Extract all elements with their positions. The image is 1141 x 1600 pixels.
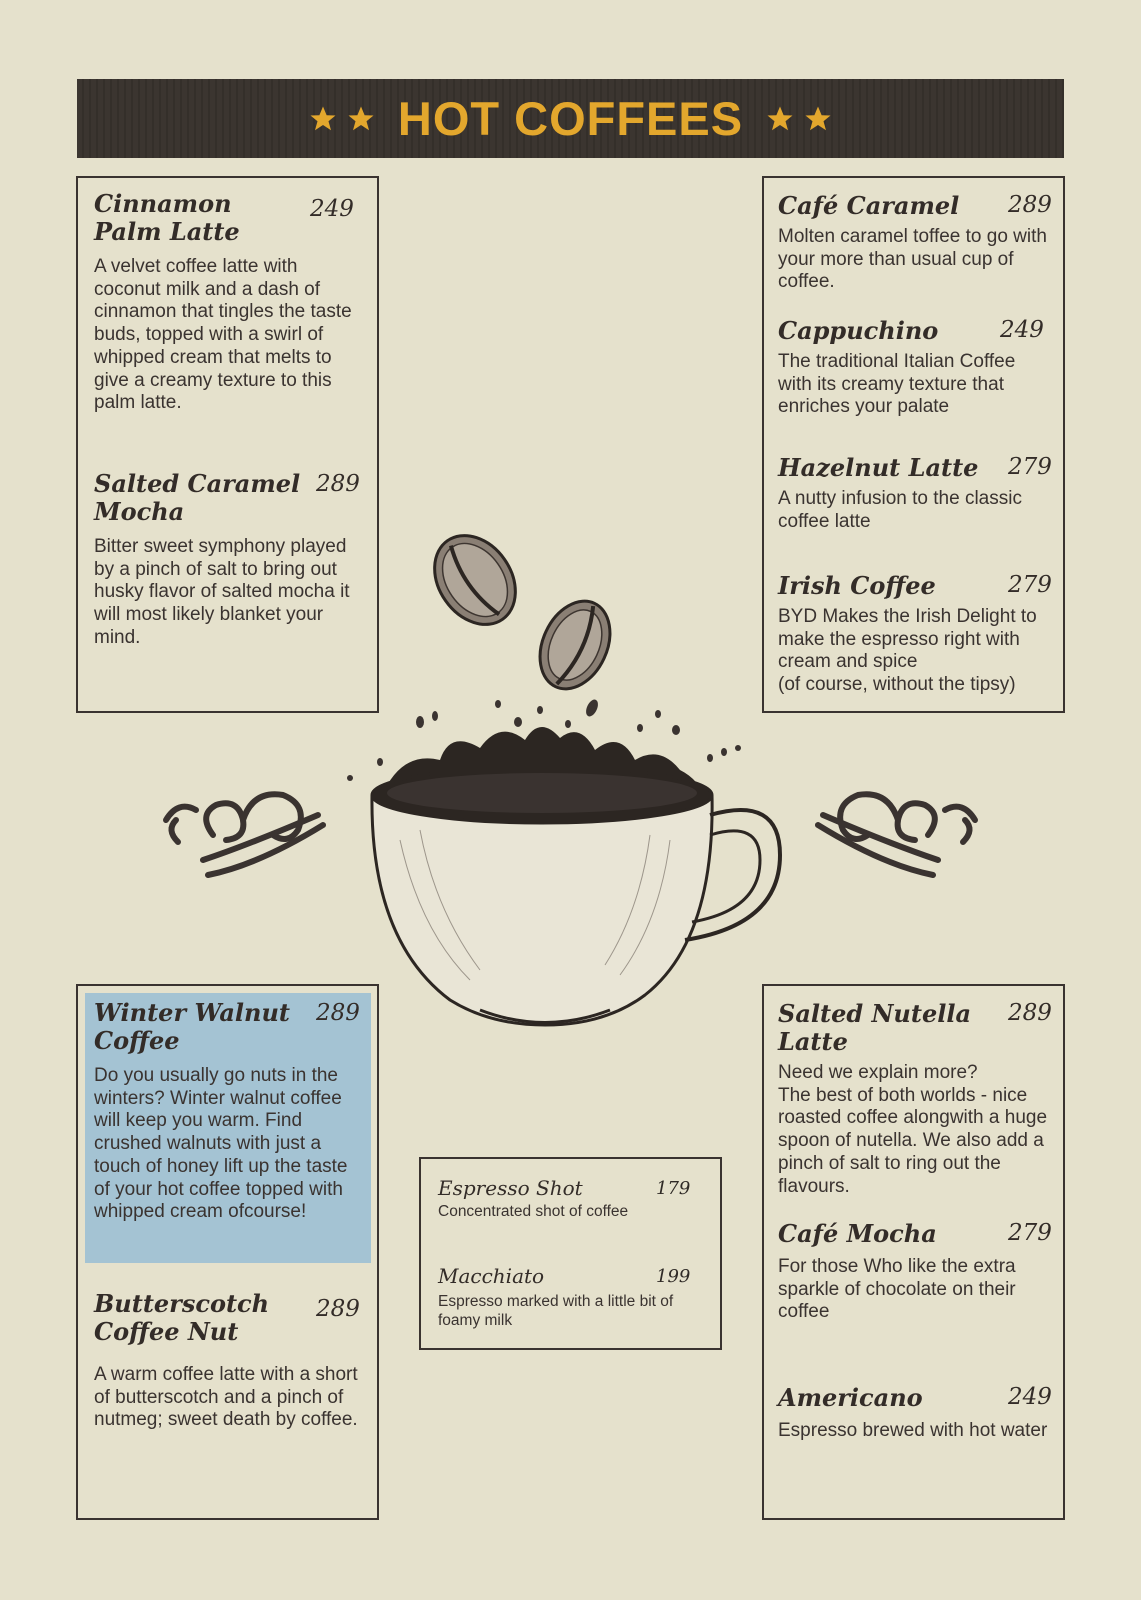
item-description: Espresso brewed with hot water	[778, 1420, 1048, 1441]
coffee-beans-illustration	[430, 530, 630, 700]
item-price: 249	[1000, 317, 1044, 343]
item-description: A warm coffee latte with a short of butterscotch and a pinch of nutmeg; sweet death by coffee.	[94, 1364, 358, 1431]
item-description: For those Who like the extra sparkle of chocolate on their coffee	[778, 1256, 1016, 1323]
swirl-ornament-left-icon	[158, 780, 328, 880]
menu-item-macchiato	[438, 1264, 698, 1330]
item-price: 279	[1008, 454, 1052, 480]
item-price: 199	[656, 1266, 691, 1287]
menu-item-irish-coffee	[778, 572, 1056, 697]
menu-item-americano	[778, 1383, 1052, 1443]
left-stars	[308, 104, 376, 134]
item-description: The traditional Italian Coffee with its creamy texture that enriches your palate	[778, 351, 1016, 418]
star-icon	[346, 104, 376, 134]
item-price: 289	[316, 471, 360, 497]
item-description: A velvet coffee latte with coconut milk and a dash of cinnamon that tingles the taste buds, topped with a swirl of whipped cream that melts to give a creamy texture to this palm latte.	[94, 256, 352, 414]
item-description: BYD Makes the Irish Delight to make the espresso right with cream and spice (of course, without the tipsy)	[778, 606, 1037, 696]
item-name: Cinnamon Palm Latte	[94, 189, 240, 246]
item-name: Butterscotch Coffee Nut	[94, 1289, 270, 1346]
header-banner	[77, 79, 1064, 158]
item-name: Macchiato	[438, 1264, 545, 1288]
item-price: 249	[1008, 1384, 1052, 1410]
menu-item-salted-nutella-latte	[778, 1000, 1056, 1198]
item-description: A nutty infusion to the classic coffee latte	[778, 488, 1022, 532]
item-name: Irish Coffee	[778, 571, 936, 600]
item-name: Salted Nutella Latte	[778, 999, 972, 1056]
item-price: 279	[1008, 572, 1052, 598]
item-name: Americano	[778, 1383, 923, 1412]
page-title: HOT COFFEES	[397, 92, 744, 145]
right-stars	[765, 104, 833, 134]
item-name: Café Mocha	[778, 1219, 937, 1248]
item-description: Espresso marked with a little bit of foamy milk	[438, 1293, 674, 1329]
star-icon	[765, 104, 795, 134]
item-price: 289	[1008, 1000, 1052, 1026]
menu-item-winter-walnut-coffee	[94, 999, 366, 1224]
item-price: 279	[1008, 1220, 1052, 1246]
item-description: Concentrated shot of coffee	[438, 1203, 629, 1220]
swirl-ornament-right-icon	[813, 780, 983, 880]
item-name: Salted Caramel Mocha	[94, 469, 301, 526]
item-description: Bitter sweet symphony played by a pinch of salt to bring out husky flavor of salted mocha it will most likely blanket your mind.	[94, 536, 350, 648]
item-description: Molten caramel toffee to go with your more than usual cup of coffee.	[778, 226, 1047, 293]
menu-item-espresso-shot	[438, 1176, 708, 1221]
coffee-cup-illustration	[340, 690, 810, 1050]
menu-item-cinnamon-palm-latte	[94, 190, 364, 415]
item-price: 289	[316, 1296, 360, 1322]
star-icon	[308, 104, 338, 134]
item-price: 289	[316, 1000, 360, 1026]
star-icon	[803, 104, 833, 134]
item-name: Winter Walnut Coffee	[94, 998, 290, 1055]
item-price: 289	[1008, 192, 1052, 218]
item-name: Café Caramel	[778, 191, 960, 220]
menu-item-cafe-mocha	[778, 1220, 1056, 1324]
menu-item-hazelnut-latte	[778, 454, 1053, 533]
item-name: Cappuchino	[778, 316, 939, 345]
menu-item-cafe-caramel	[778, 192, 1053, 294]
item-name: Hazelnut Latte	[778, 453, 979, 482]
menu-item-cappuchino	[778, 317, 1053, 419]
menu-item-butterscotch-coffee-nut	[94, 1290, 364, 1432]
menu-item-salted-caramel-mocha	[94, 470, 369, 650]
item-price: 249	[310, 196, 354, 222]
item-price: 179	[656, 1178, 691, 1199]
item-description: Need we explain more? The best of both worlds - nice roasted coffee alongwith a huge spoon of nutella. We also add a pinch of salt to ring out the flavours.	[778, 1062, 1048, 1197]
item-description: Do you usually go nuts in the winters? Winter walnut coffee will keep you warm. Find crushed walnuts with just a touch of honey lift up the taste of your hot coffee topped with whipped cream ofcourse!	[94, 1065, 348, 1223]
item-name: Espresso Shot	[438, 1176, 583, 1200]
